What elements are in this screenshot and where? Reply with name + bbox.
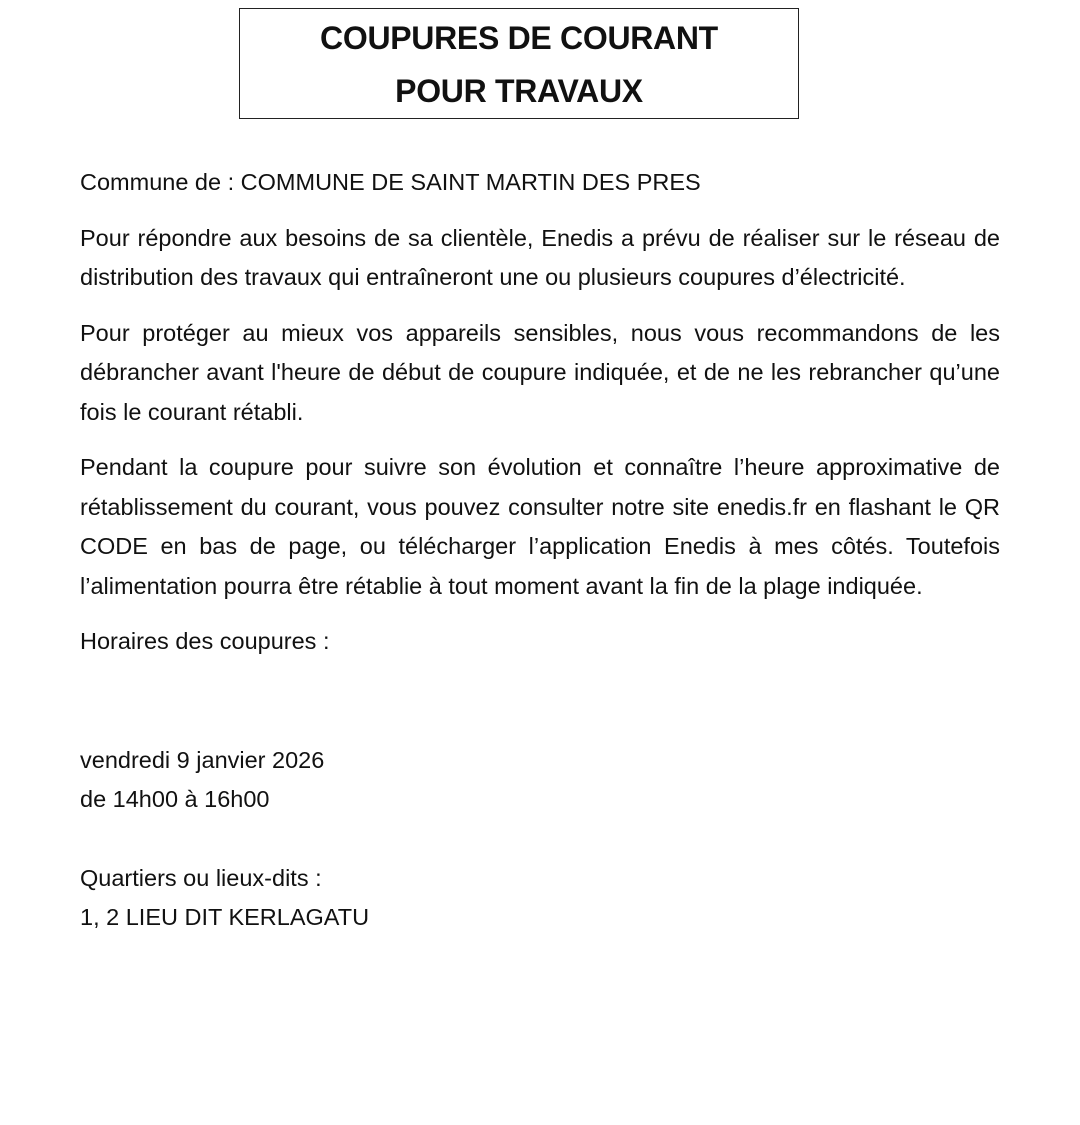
tracking-paragraph: Pendant la coupure pour suivre son évolution et connaître l’heure approximative de rétablissement du courant, vous pouvez consulter notre site enedis.fr en flashant le QR CODE en bas de page, ou télécharger l’application Enedis à mes côtés. Toutefois l’alimentation pourra être rétablie à tout moment avant la fin de la plage indiquée.: [80, 454, 1000, 599]
notice-body: [80, 163, 1000, 938]
schedule-heading: Horaires des coupures :: [80, 628, 330, 654]
schedule-time-range: de 14h00 à 16h00: [80, 786, 270, 812]
commune-name: COMMUNE DE SAINT MARTIN DES PRES: [240, 169, 701, 195]
intro-paragraph: Pour répondre aux besoins de sa clientèle, Enedis a prévu de réaliser sur le réseau de distribution des travaux qui entraîneront une ou plusieurs coupures d’électricité.: [80, 224, 1000, 290]
locations-block: [80, 859, 1000, 938]
schedule-block: [80, 741, 1000, 820]
locations-address: 1, 2 LIEU DIT KERLAGATU: [80, 904, 370, 930]
notice-title-line-1: COUPURES DE COURANT: [320, 20, 718, 56]
notice-title-box: [239, 8, 799, 119]
commune-label: Commune de :: [80, 169, 235, 195]
commune-line: [80, 163, 1000, 203]
schedule-date: vendredi 9 janvier 2026: [80, 746, 325, 773]
locations-heading: Quartiers ou lieux-dits :: [80, 864, 322, 891]
notice-title-line-2: POUR TRAVAUX: [395, 73, 643, 109]
protection-paragraph: Pour protéger au mieux vos appareils sensibles, nous vous recommandons de les débrancher avant l'heure de début de coupure indiquée, et de ne les rebrancher qu’une fois le courant rétabli.: [80, 319, 1000, 425]
